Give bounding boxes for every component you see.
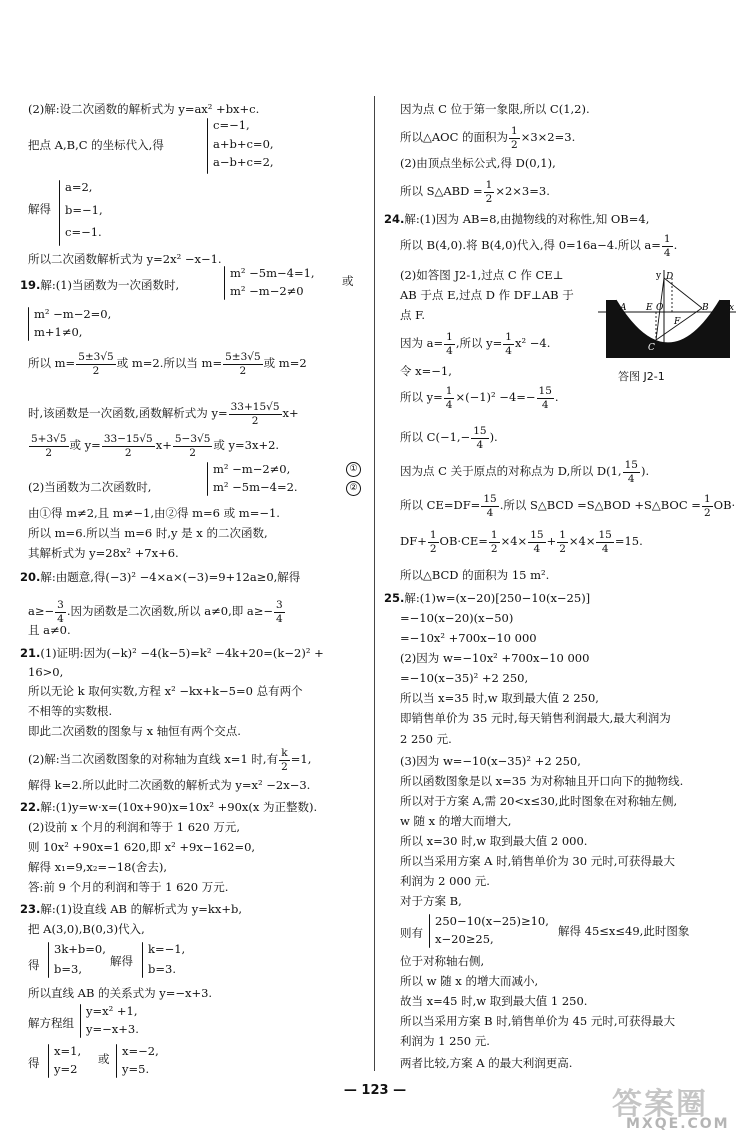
fraction: $\frac{15}{4}$: [530, 529, 544, 555]
text-line: 且 a≠0.: [28, 623, 71, 637]
page-number: — 123 —: [343, 1083, 407, 1098]
fraction: $\frac{33-15√5}{2}$: [103, 433, 153, 459]
text-line: 所以 m= $\frac{5\pm 3√5}{2}$ 或 m=2.所以当 m= $\frac{5\pm 3√5}{2}$ 或 m=2: [28, 351, 307, 377]
text-line: 解得: [110, 954, 133, 968]
text-line: 所以 C(−1,− $\frac{15}{4}$ ).: [400, 425, 498, 451]
text-line: 或: [342, 274, 354, 288]
brace: [142, 942, 143, 978]
text-line: 解方程组: [28, 1016, 74, 1030]
text-line: 22.解:(1)y=w·x=(10x+90)x=10x² +90x(x 为正整数).: [20, 800, 318, 814]
text-line: (2)当函数为二次函数时,: [28, 480, 152, 494]
equation-system: m² −m−2=0, m+1≠0,: [34, 307, 112, 339]
parabola-figure: [598, 268, 738, 360]
fraction: $\frac{15}{4}$: [538, 385, 552, 411]
fraction: $\frac{1}{4}$: [446, 331, 453, 357]
fig-label-F: F: [674, 317, 681, 327]
text-line: 所以二次函数解析式为 y=2x² −x−1.: [28, 252, 222, 266]
text-line: 令 x=−1,: [400, 364, 452, 378]
question-number: 19.: [20, 278, 41, 292]
text-line: w 随 x 的增大而增大,: [400, 814, 512, 828]
text-line: (2)解:当二次函数图象的对称轴为直线 x=1 时,有 $\frac{k}{2}$ =1,: [28, 747, 312, 773]
text: 解:(1)当函数为一次函数时,: [40, 278, 180, 292]
text-line: 位于对称轴右侧,: [400, 954, 485, 968]
text-line: 所以△BCD 的面积为 15 m².: [400, 568, 550, 582]
equation-system: m² −m−2≠0, m² −5m−4=2.: [213, 462, 298, 494]
watermark-url: MXQE.COM: [626, 1116, 730, 1132]
text-line: 故当 x=45 时,w 取到最大值 1 250.: [400, 994, 588, 1008]
brace: [48, 942, 49, 978]
fig-label-O: O: [656, 303, 664, 313]
text-line: 得: [28, 1056, 40, 1070]
fraction: $\frac{15}{4}$: [483, 493, 497, 519]
q19-block: [20, 280, 179, 292]
brace: [429, 914, 430, 948]
text-line: 所以当采用方案 B 时,销售单价为 45 元时,可获得最大: [400, 1014, 676, 1028]
text-line: 即销售单价为 35 元时,每天销售利润最大,最大利润为: [400, 711, 671, 725]
fig-label-y: y: [656, 271, 662, 281]
fraction: $\frac{1}{2}$: [511, 125, 518, 151]
brace: [80, 1004, 81, 1038]
brace: [116, 1044, 117, 1078]
brace: [59, 180, 60, 246]
brace: [48, 1044, 49, 1078]
fig-label-B: B: [702, 303, 709, 313]
text-line: 得: [28, 958, 40, 972]
text-line: 或: [98, 1052, 110, 1066]
text-line: 对于方案 B,: [400, 894, 462, 908]
fraction: $\frac{15}{4}$: [624, 459, 638, 485]
equation-system: a=2, b=−1, c=−1.: [65, 180, 103, 239]
text-line: 所以函数图象是以 x=35 为对称轴且开口向下的抛物线.: [400, 774, 684, 788]
fraction: $\frac{33+15√5}{2}$: [230, 401, 280, 427]
fraction: $\frac{k}{2}$: [281, 747, 288, 773]
equation-system: 250−10(x−25)≥10, x−20≥25,: [435, 914, 549, 946]
column-divider: [374, 96, 375, 1071]
fraction: $\frac{1}{4}$: [445, 385, 453, 411]
text-line: DF+ $\frac{1}{2}$ OB·CE= $\frac{1}{2}$ ×4× $\frac{15}{4}$ + $\frac{1}{2}$ ×4× $\frac{15}{4}$ =15.: [400, 529, 643, 555]
text-line: 答:前 9 个月的利润和等于 1 620 万元.: [28, 880, 229, 894]
fraction: $\frac{1}{2}$: [490, 529, 498, 555]
brace: [207, 118, 208, 174]
fraction: $\frac{3}{4}$: [57, 599, 64, 625]
brace: [207, 462, 208, 496]
fraction: $\frac{1}{2}$: [559, 529, 566, 555]
text-line: 所以直线 AB 的关系式为 y=−x+3.: [28, 986, 213, 1000]
text-line: 20.解:由题意,得(−3)² −4×a×(−3)=9+12a≥0,解得: [20, 570, 301, 584]
text-line: (2)解:设二次函数的解析式为 y=ax² +bx+c.: [28, 102, 260, 116]
text-line: 所以△AOC 的面积为 $\frac{1}{2}$ ×3×2=3.: [400, 125, 576, 151]
equation-system: m² −5m−4=1, m² −m−2≠0: [230, 266, 315, 298]
text-line: 25.解:(1)w=(x−20)[250−10(x−25)]: [384, 591, 591, 605]
text-line: 解得: [28, 202, 51, 216]
text-line: 利润为 1 250 元.: [400, 1034, 490, 1048]
fraction: $\frac{3}{4}$: [276, 599, 283, 625]
fraction: $\frac{1}{2}$: [429, 529, 437, 555]
text-line: 因为点 C 位于第一象限,所以 C(1,2).: [400, 102, 590, 116]
figure-caption: 答图 J2-1: [618, 370, 665, 383]
fig-label-D: D: [666, 272, 674, 282]
text-line: 所以 w 随 x 的增大而减小,: [400, 974, 539, 988]
circled-number: ①: [346, 462, 361, 477]
equation-system: y=x² +1, y=−x+3.: [86, 1004, 139, 1036]
text-line: =−10(x−20)(x−50): [400, 611, 514, 625]
text-line: 所以当 x=35 时,w 取到最大值 2 250,: [400, 691, 599, 705]
text-line: 把 A(3,0),B(0,3)代入,: [28, 922, 145, 936]
equation-system: k=−1, b=3.: [148, 942, 186, 976]
fig-label-A: A: [620, 303, 627, 313]
text-line: 解得 x₁=9,x₂=−18(舍去),: [28, 860, 167, 874]
equation-system: x=−2, y=5.: [122, 1044, 159, 1076]
brace: [28, 307, 29, 341]
text-line: a≥− $\frac{3}{4}$ .因为函数是二次函数,所以 a≠0,即 a≥− $\frac{3}{4}$: [28, 599, 283, 625]
text-line: 所以 CE=DF= $\frac{15}{4}$ .所以 S△BCD =S△BOD +S△BOC = $\frac{1}{2}$ OB·: [400, 493, 736, 519]
text-line: =−10(x−35)² +2 250,: [400, 671, 529, 685]
fraction: $\frac{5\pm 3√5}{2}$: [78, 351, 114, 377]
text-line: 24.解:(1)因为 AB=8,由抛物线的对称性,知 OB=4,: [384, 212, 650, 226]
fraction: $\frac{1}{4}$: [663, 233, 671, 259]
text-line: 则 10x² +90x=1 620,即 x² +9x−162=0,: [28, 840, 256, 854]
fig-label-E: E: [646, 303, 653, 313]
text-line: 点 F.: [400, 308, 425, 322]
text-line: 2 250 元.: [400, 732, 452, 746]
text-line: (2)设前 x 个月的利润和等于 1 620 万元,: [28, 820, 240, 834]
text-line: 所以对于方案 A,需 20<x≤30,此时图象在对称轴左侧,: [400, 794, 678, 808]
text-line: 即此二次函数的图象与 x 轴恒有两个交点.: [28, 724, 241, 738]
text-line: (2)由顶点坐标公式,得 D(0,1),: [400, 156, 556, 170]
text-line: 23.解:(1)设直线 AB 的解析式为 y=kx+b,: [20, 902, 243, 916]
text-line: 所以 x=30 时,w 取到最大值 2 000.: [400, 834, 588, 848]
text-line: (2)如答图 J2-1,过点 C 作 CE⊥: [400, 268, 564, 282]
text-line: 两者比较,方案 A 的最大利润更高.: [400, 1056, 573, 1070]
text-line: 由①得 m≠2,且 m≠−1,由②得 m=6 或 m=−1.: [28, 506, 280, 520]
text-line: 不相等的实数根.: [28, 704, 113, 718]
text-line: 16>0,: [28, 665, 64, 679]
text-line: 所以无论 k 取何实数,方程 x² −kx+k−5=0 总有两个: [28, 684, 303, 698]
fraction: $\frac{15}{4}$: [473, 425, 487, 451]
text-line: 把点 A,B,C 的坐标代入,得: [28, 138, 164, 152]
equation-system: 3k+b=0, b=3,: [54, 942, 106, 976]
text-line: 则有: [400, 926, 423, 940]
text-line: (2)因为 w=−10x² +700x−10 000: [400, 651, 590, 665]
text-line: =−10x² +700x−10 000: [400, 631, 537, 645]
fraction: $\frac{1}{2}$: [703, 493, 711, 519]
text-line: 利润为 2 000 元.: [400, 874, 490, 888]
fraction: $\frac{15}{4}$: [598, 529, 612, 555]
fraction: $\frac{5-3√5}{2}$: [174, 433, 211, 459]
fraction: $\frac{5\pm 3√5}{2}$: [225, 351, 261, 377]
text-line: AB 于点 E,过点 D 作 DF⊥AB 于: [400, 288, 574, 302]
text-line: 解得 k=2.所以此时二次函数的解析式为 y=x² −2x−3.: [28, 778, 311, 792]
text-line: 其解析式为 y=28x² +7x+6.: [28, 546, 179, 560]
text-line: 所以当采用方案 A 时,销售单价为 30 元时,可获得最大: [400, 854, 675, 868]
text-line: $\frac{5+3√5}{2}$ 或 y= $\frac{33-15√5}{2}$ x+ $\frac{5-3√5}{2}$ 或 y=3x+2.: [31, 433, 280, 459]
fig-label-x: x: [729, 303, 735, 313]
text-line: 解得 45≤x≤49,此时图象: [558, 924, 690, 938]
brace: [224, 266, 225, 300]
equation-system: x=1, y=2: [54, 1044, 82, 1076]
text-line: 所以 B(4,0).将 B(4,0)代入,得 0=16a−4.所以 a= $\frac{1}{4}$ .: [400, 233, 678, 259]
circled-number: ②: [346, 481, 361, 496]
text-line: 因为 a= $\frac{1}{4}$ ,所以 y= $\frac{1}{4}$ x² −4.: [400, 331, 551, 357]
text-line: 21.(1)证明:因为(−k)² −4(k−5)=k² −4k+20=(k−2)² +: [20, 646, 324, 660]
text-line: (3)因为 w=−10(x−35)² +2 250,: [400, 754, 581, 768]
text-line: 所以 S△ABD = $\frac{1}{2}$ ×2×3=3.: [400, 179, 550, 205]
text-line: 所以 y= $\frac{1}{4}$ ×(−1)² −4=− $\frac{15}{4}$ .: [400, 385, 559, 411]
text-line: 所以 m=6.所以当 m=6 时,y 是 x 的二次函数,: [28, 526, 268, 540]
text-line: 时,该函数是一次函数,函数解析式为 y= $\frac{33+15√5}{2}$ x+: [28, 401, 299, 427]
fig-label-C: C: [648, 343, 655, 353]
fraction: $\frac{1}{2}$: [485, 179, 493, 205]
text-line: 因为点 C 关于原点的对称点为 D,所以 D(1, $\frac{15}{4}$ ).: [400, 459, 650, 485]
watermark-logo: 答案圈: [612, 1087, 708, 1122]
fraction: $\frac{5+3√5}{2}$: [31, 433, 67, 459]
equation-system: c=−1, a+b+c=0, a−b+c=2,: [213, 118, 274, 169]
fraction: $\frac{1}{4}$: [505, 331, 512, 357]
